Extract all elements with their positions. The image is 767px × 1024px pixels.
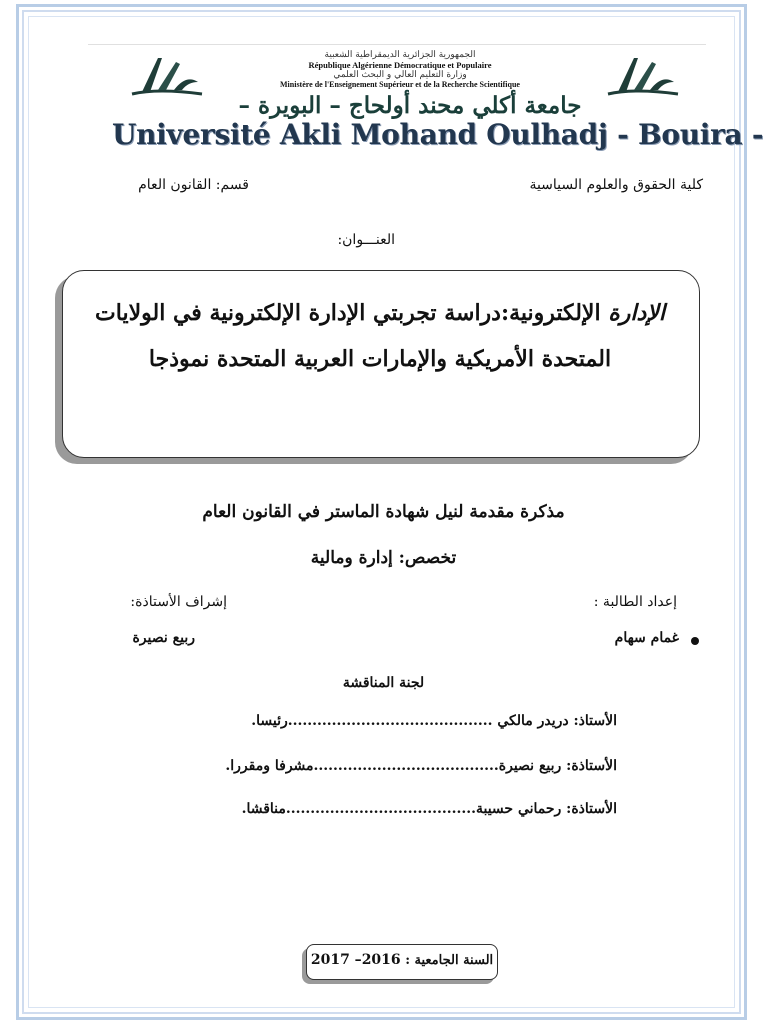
header-rule: [88, 44, 706, 45]
academic-year-label: السنة الجامعية :: [405, 953, 494, 968]
supervision-label: إشراف الأستاذة:: [130, 594, 227, 610]
department-name: قسم: القانون العام: [138, 177, 249, 193]
memo-statement: مذكرة مقدمة لنيل شهادة الماستر في القانون العام: [202, 502, 565, 522]
republic-french: République Algérienne Démocratique et Populaire: [308, 60, 492, 70]
supervisor-name: ربيع نصيرة: [132, 630, 195, 646]
bullet-icon: [691, 637, 699, 645]
republic-arabic: الجمهورية الجزائرية الديمقراطية الشعبية: [324, 50, 476, 60]
committee-title: لجنة المناقشة: [342, 675, 425, 691]
prepared-by-label: إعداد الطالبة :: [593, 594, 677, 610]
committee-member: الأستاذة: رحماني حسيبة.......................................مناقشا.: [241, 801, 617, 817]
thesis-title: [80, 290, 680, 382]
committee-member: الأستاذة: ربيع نصيرة......................................مشرفا ومقررا.: [225, 758, 617, 774]
university-name-arabic: جامعة أكلي محند أولحاج – البويرة –: [238, 92, 582, 119]
student-name: غمام سهام: [614, 630, 679, 646]
thesis-title-italic: الإدارة: [608, 300, 665, 326]
specialty: تخصص: إدارة ومالية: [310, 548, 457, 568]
faculty-name: كلية الحقوق والعلوم السياسية: [529, 177, 703, 193]
academic-year-value: 2016– 2017: [310, 952, 401, 968]
university-name-french: Université Akli Mohand Oulhadj - Bouira -: [112, 118, 764, 151]
ministry-arabic: وزارة التعليم العالي و البحث العلمي: [333, 70, 467, 80]
ministry-french: Ministère de l'Enseignement Supérieur et de la Recherche Scientifique: [280, 80, 520, 89]
committee-member: الأستاذ: دريدر مالكي ..........................................رئيسا.: [251, 713, 617, 729]
academic-year: [306, 952, 498, 968]
title-label: العنـــوان:: [337, 232, 395, 248]
thesis-title-rest: الإلكترونية:دراسة تجربتي الإدارة الإلكترونية في الولايات المتحدة الأمريكية والإمارات العربية المتحدة نموذجا: [95, 300, 612, 372]
